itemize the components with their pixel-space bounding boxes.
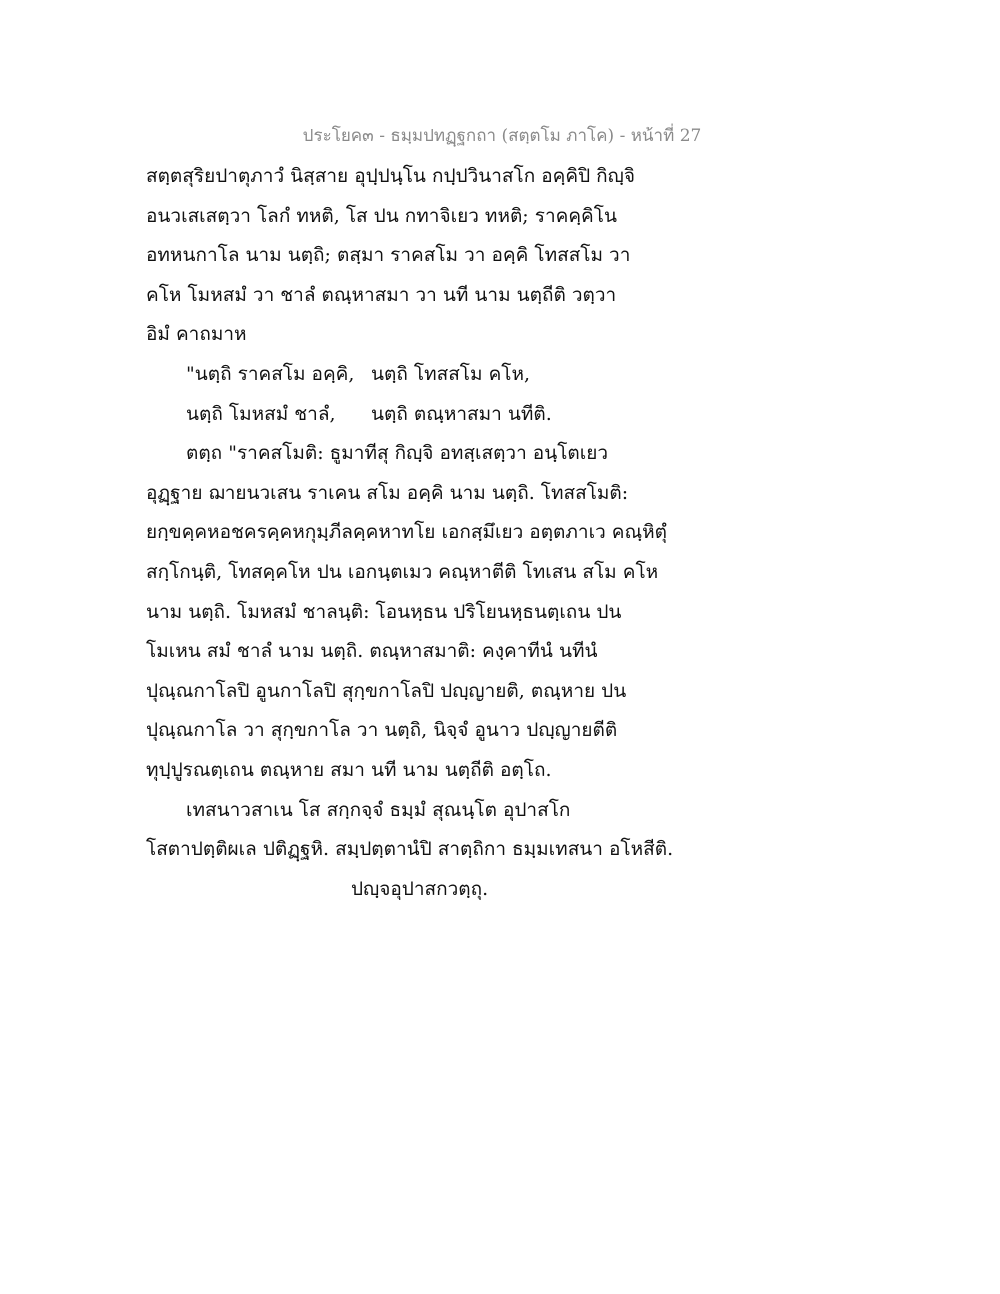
paragraph-line: ตตฺถ "ราคสโมติ: ธูมาทีสุ กิญฺจิ อทสฺเสตฺวา อนฺโตเยว — [186, 442, 609, 465]
paragraph-line: โสตาปตฺติผเล ปติฏฺฐหิ. สมฺปตฺตานํปิ สาตฺถิกา ธมฺมเทสนา อโหสีติ. — [146, 838, 674, 861]
paragraph-line: เทสนาวสาเน โส สกฺกจฺจํ ธมฺมํ สุณนฺโต อุปาสโก — [186, 798, 571, 821]
verse-half: นตฺถิ โทสสโม คโห, — [371, 362, 531, 385]
paragraph-line: สกฺโกนฺติ, โทสคฺคโห ปน เอกนฺตเมว คณฺหาตีติ โทเสน สโม คโห — [146, 560, 659, 583]
verse-half: "นตฺถิ ราคสโม อคฺคิ, — [186, 362, 355, 385]
paragraph-line: นาม นตฺถิ. โมหสมํ ชาลนฺติ: โอนหฺธน ปริโยนหฺธนตฺเถน ปน — [146, 600, 622, 623]
paragraph-line: ยกฺขคฺคหอชครคฺคหกุมฺภีลคฺคหาทโย เอกสฺมึเยว อตฺตภาเว คณฺหิตุํ — [146, 521, 667, 544]
paragraph-line: ปุณฺณกาโลปิ อูนกาโลปิ สุกฺขกาโลปิ ปญฺญายติ, ตณฺหาย ปน — [146, 679, 627, 702]
paragraph-line: คโห โมหสมํ วา ชาลํ ตณฺหาสมา วา นที นาม นตฺถีติ วตฺวา — [146, 283, 617, 306]
verse-half: นตฺถิ ตณฺหาสมา นทีติ. — [371, 402, 552, 425]
paragraph-line: ปุณฺณกาโล วา สุกฺขกาโล วา นตฺถิ, นิจฺจํ อูนาว ปญฺญายตีติ — [146, 719, 618, 742]
page-header: ประโยค๓ - ธมฺมปทฏฺฐกถา (สตฺตโม ภาโค) - หน้าที่ 27 — [302, 126, 702, 146]
story-title: ปญฺจอุปาสกวตฺถุ. — [351, 877, 489, 900]
verse-line — [146, 355, 701, 395]
paragraph-line: ทุปฺปูรณตฺเถน ตณฺหาย สมา นที นาม นตฺถีติ อตฺโถ. — [146, 758, 552, 781]
paragraph-line: อิมํ คาถมาห — [146, 323, 247, 346]
body-text — [146, 157, 701, 909]
verse-line — [146, 395, 701, 435]
verse-half: นตฺถิ โมหสมํ ชาลํ, — [186, 402, 336, 425]
paragraph-line: อุฏฺฐาย ฌายนวเสน ราเคน สโม อคฺคิ นาม นตฺถิ. โทสสโมติ: — [146, 481, 629, 504]
paragraph-line: อทหนกาโล นาม นตฺถิ; ตสฺมา ราคสโม วา อคฺคิ โทสสโม วา — [146, 244, 631, 267]
paragraph-line: อนวเสเสตฺวา โลกํ ทหติ, โส ปน กทาจิเยว ทหติ; ราคคฺคิโน — [146, 204, 617, 227]
paragraph-line: สตฺตสุริยปาตุภาวํ นิสฺสาย อุปฺปนฺโน กปฺปวินาสโก อคฺคิปิ กิญฺจิ — [146, 165, 636, 187]
paragraph-line: โมเหน สมํ ชาลํ นาม นตฺถิ. ตณฺหาสมาติ: คงฺคาทีนํ นทีนํ — [146, 640, 598, 663]
